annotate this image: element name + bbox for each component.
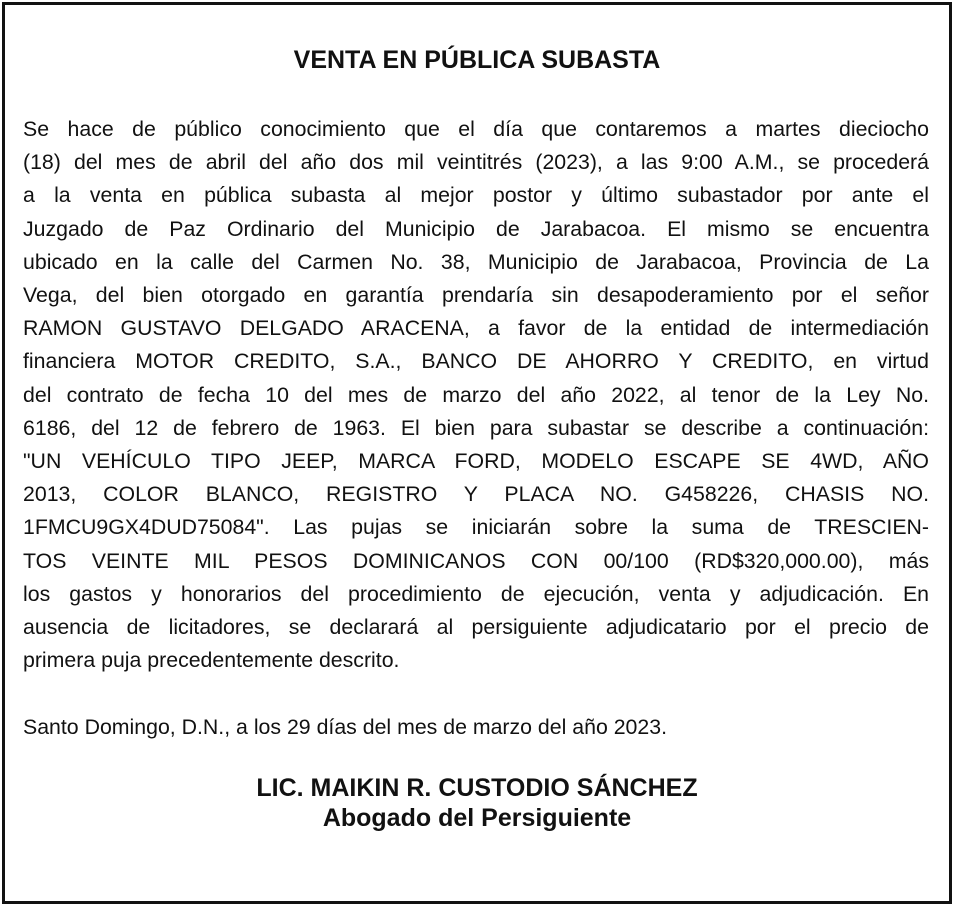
body-line: ubicado en la calle del Carmen No. 38, Municipio de Jarabacoa, Provincia de La xyxy=(23,249,929,274)
body-line: 2013, COLOR BLANCO, REGISTRO Y PLACA NO. G458226, CHASIS NO. xyxy=(23,482,929,507)
body-line: 1FMCU9GX4DUD75084". Las pujas se iniciarán sobre la suma de TRESCIEN- xyxy=(23,515,929,540)
body-line: TOS VEINTE MIL PESOS DOMINICANOS CON 00/100 (RD$320,000.00), más xyxy=(23,548,929,573)
body-line: (18) del mes de abril del año dos mil veintitrés (2023), a las 9:00 A.M., se procederá xyxy=(23,150,929,175)
body-line: Vega, del bien otorgado en garantía prendaría sin desapoderamiento por el señor xyxy=(23,283,929,308)
body-line: ausencia de licitadores, se declarará al persiguiente adjudicatario por el precio de xyxy=(23,615,929,640)
body-line: RAMON GUSTAVO DELGADO ARACENA, a favor de la entidad de intermediación xyxy=(23,316,929,341)
body-line: a la venta en pública subasta al mejor postor y último subastador por ante el xyxy=(23,183,929,208)
body-line: financiera MOTOR CREDITO, S.A., BANCO DE AHORRO Y CREDITO, en virtud xyxy=(23,349,929,374)
place-and-date: Santo Domingo, D.N., a los 29 días del mes de marzo del año 2023. xyxy=(23,715,668,739)
body-line: Juzgado de Paz Ordinario del Municipio de Jarabacoa. El mismo se encuentra xyxy=(23,216,929,241)
notice-body xyxy=(23,113,929,677)
legal-notice xyxy=(2,2,952,904)
signature-name: LIC. MAIKIN R. CUSTODIO SÁNCHEZ xyxy=(256,774,698,802)
body-line: primera puja precedentemente descrito. xyxy=(23,648,400,673)
body-line: Se hace de público conocimiento que el día que contaremos a martes dieciocho xyxy=(23,117,929,141)
signature-role: Abogado del Persiguiente xyxy=(322,804,632,832)
body-line: "UN VEHÍCULO TIPO JEEP, MARCA FORD, MODELO ESCAPE SE 4WD, AÑO xyxy=(23,449,929,474)
body-line: los gastos y honorarios del procedimiento de ejecución, venta y adjudicación. En xyxy=(23,581,929,606)
notice-title: VENTA EN PÚBLICA SUBASTA xyxy=(293,46,661,74)
body-line: 6186, del 12 de febrero de 1963. El bien para subastar se describe a continuación: xyxy=(23,415,929,440)
body-line: del contrato de fecha 10 del mes de marzo del año 2022, al tenor de la Ley No. xyxy=(23,382,929,407)
signature-block xyxy=(5,773,949,833)
